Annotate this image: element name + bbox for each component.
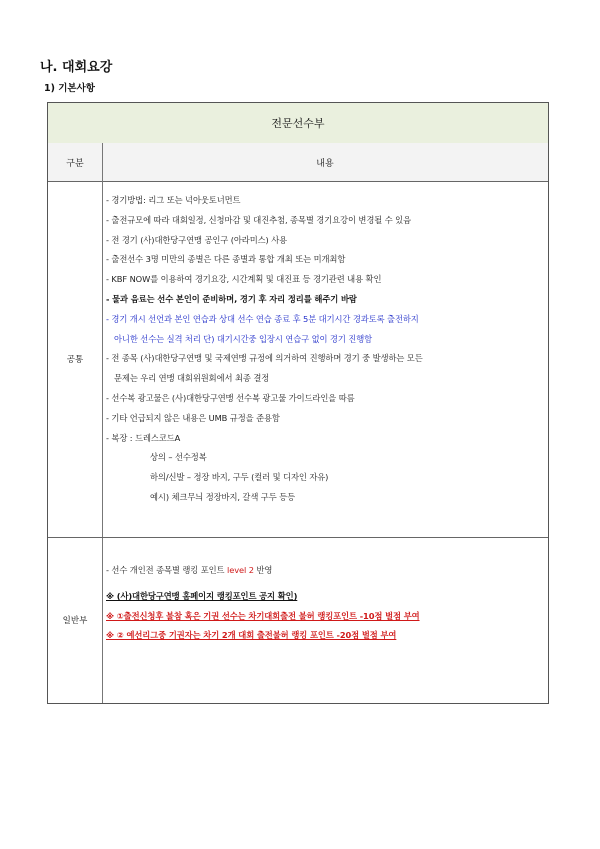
list-item: - 경기 개시 선언과 본인 연습과 상대 선수 연습 종료 후 5분 대기시간 경과토록 출전하지 [106,313,419,324]
ranking-level: level 2 [227,565,254,575]
list-item: 예시) 체크무늬 정장바지, 갈색 구두 등등 [150,491,295,502]
list-item: 상의 – 선수정복 [150,452,207,463]
ranking-text-end: 반영 [253,565,273,575]
list-item: - 출전선수 3명 미만의 종별은 다른 종별과 통합 개최 또는 미개최함 [106,254,346,265]
list-item: - 전 경기 (사)대한당구연맹 공인구 (아라미스) 사용 [106,234,288,245]
subsection-heading: 1) 기본사항 [44,83,95,94]
table-header-row [48,143,548,182]
list-item: - 전 종목 (사)대한당구연맹 및 국제연맹 규정에 의거하여 진행하며 경기 중 발생하는 모든 [106,353,423,364]
ranking-text: - 선수 개인전 종목별 랭킹 포인트 [106,565,228,575]
list-item: 하의/신발 – 정장 바지, 구두 (컬러 및 디자인 자유) [150,472,329,483]
penalty-line-1: ※ ①출전신청후 불참 혹은 기권 선수는 차기대회출전 불허 랭킹포인트 -10점 벌점 부여 [106,610,420,621]
list-item: 아니한 선수는 실격 처리 단) 대기시간중 입장시 연습구 없이 경기 진행함 [114,333,373,344]
table-title: 전문선수부 [48,103,548,144]
list-item: - 출전규모에 따라 대회일정, 신청마감 및 대진추첨, 종목별 경기요강이 변경될 수 있음 [106,214,411,225]
table-row-general [48,537,548,703]
list-item: - KBF NOW를 이용하여 경기요강, 시간계획 및 대진표 등 경기관련 내용 확인 [106,274,382,285]
list-item [106,561,540,581]
list-item: - 선수복 광고물은 (사)대한당구연맹 선수복 광고물 가이드라인을 따름 [106,392,355,403]
list-item: - 기타 언급되지 않은 내용은 UMB 규정을 준용함 [106,412,280,423]
section-heading: 나. 대회요강 [40,60,113,75]
row-label-general: 일반부 [62,616,88,626]
list-item: - 복장 : 드레스코드A [106,432,181,443]
list-item: - 물과 음료는 선수 본인이 준비하며, 경기 후 자리 정리를 해주기 바람 [106,293,357,304]
header-content: 내용 [316,158,334,169]
common-content [106,191,540,508]
header-category: 구분 [66,158,84,169]
rules-table [47,102,549,704]
table-row-common [48,181,548,538]
general-content [106,561,540,646]
row-label-common: 공통 [66,355,84,365]
notice-text: ※ (사)대한당구연맹 홈페이지 랭킹포인트 공지 확인) [106,590,298,601]
list-item: - 경기방법: 리그 또는 넉아웃토너먼트 [106,195,241,205]
penalty-line-2: ※ ② 예선리그중 기권자는 차기 2개 대회 출전불허 랭킹 포인트 -20점 벌점 부여 [106,630,397,641]
list-item: 문제는 우리 연맹 대회위원회에서 최종 결정 [114,373,270,384]
